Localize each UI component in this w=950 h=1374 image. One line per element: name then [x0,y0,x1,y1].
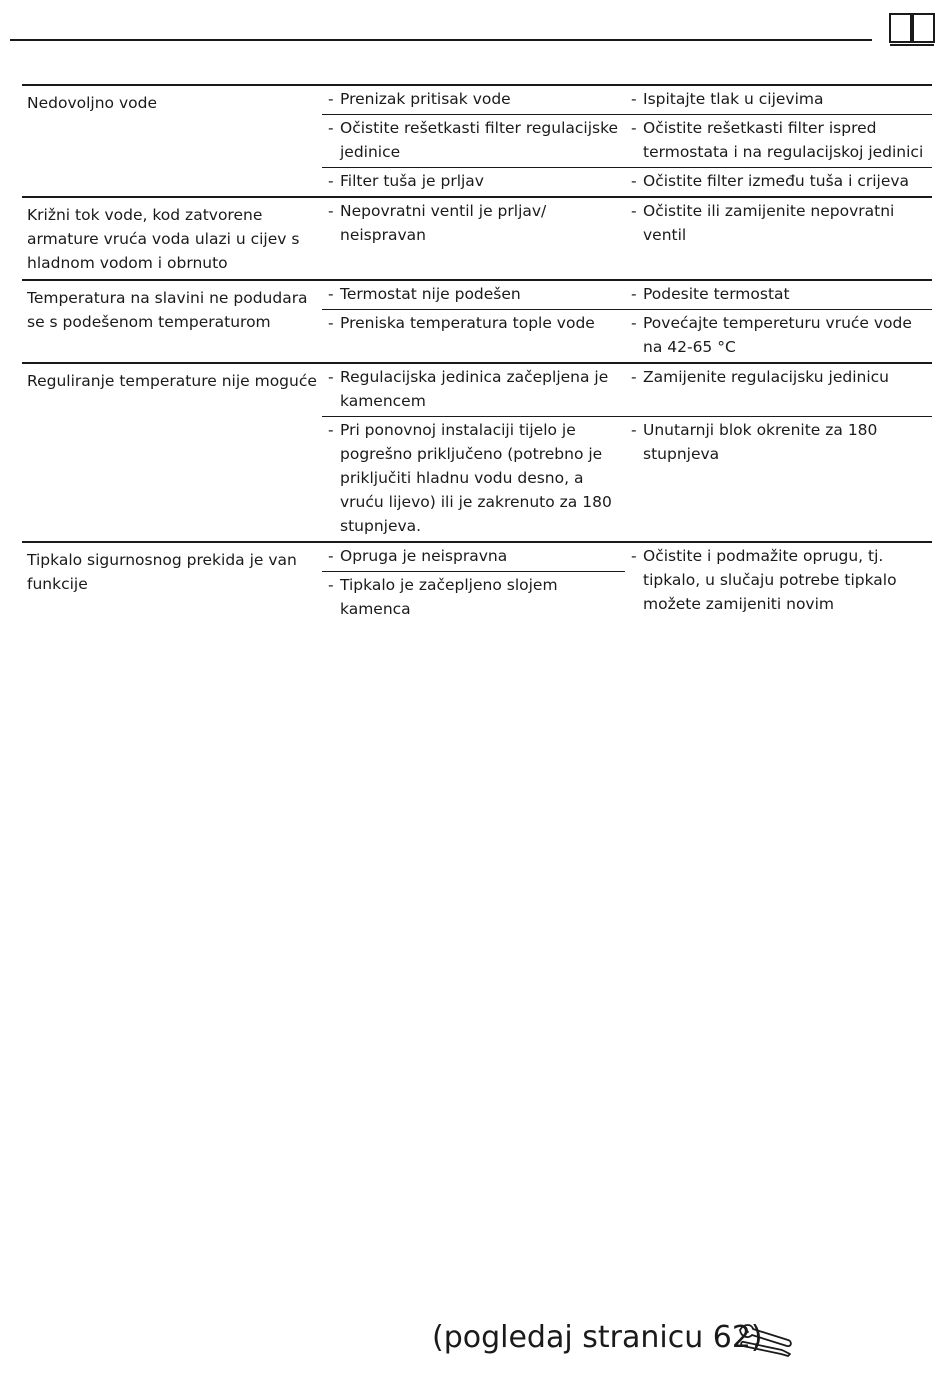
fix-cell: - Zamijenite regulacijsku jedinicu [625,364,932,416]
fix-cell: - Očistite ili zamijenite nepovratni ventil [625,198,932,250]
cause-fix-row [322,309,932,362]
fix-cell: - Povećajte tempereturu vruće vode na 42-65 °C [625,310,932,362]
table-row [22,541,932,624]
cause-cell: - Preniska temperatura tople vode [322,310,625,362]
page-reference: (pogledaj stranicu 62) [432,1320,763,1355]
dash: - [328,547,334,565]
dash: - [631,90,637,108]
dash: - [631,119,637,137]
dash: - [631,202,637,220]
dash: - [631,421,637,439]
dash: - [328,368,334,386]
cause-fix-row [322,416,932,541]
cause-cell: - Očistite rešetkasti filter regulacijske jedinice [322,115,625,167]
dash: - [631,368,637,386]
cause-cell: - Pri ponovnoj instalaciji tijelo je pogrešno priključeno (potrebno je priključiti hladnu vodu desno, a vruću lijevo) ili je zakrenuto za 180 stupnjeva. [322,417,625,541]
problem-cell: Nedovoljno vode [27,94,157,112]
dash: - [328,172,334,190]
cause-cell: - Regulacijska jedinica začepljena je kamencem [322,364,625,416]
dash: - [328,421,334,439]
cause-cell: - Termostat nije podešen [322,281,625,309]
cause-fix-row [322,167,932,196]
cause-cell: - Nepovratni ventil je prljav/ neispravan [322,198,625,250]
table-row [22,196,932,279]
dash: - [328,576,334,594]
table-row [22,279,932,362]
tools-icon [736,1320,794,1358]
problem-cell: Temperatura na slavini ne podudara se s podešenom temperaturom [27,289,308,331]
problem-cell: Reguliranje temperature nije moguće [27,372,317,390]
cause-cell: - Opruga je neispravna [322,543,625,571]
fix-cell: - Očistite filter između tuša i crijeva [625,168,932,196]
dash: - [631,285,637,303]
problem-cell: Tipkalo sigurnosnog prekida je van funkcije [27,551,297,593]
fix-cell: - Očistite rešetkasti filter ispred termostata i na regulacijskoj jedinici [625,115,932,167]
header-rule [10,39,872,41]
fix-cell: - Unutarnji blok okrenite za 180 stupnjeva [625,417,932,541]
fix-cell: - Očistite i podmažite oprugu, tj. tipkalo, u slučaju potrebe tipkalo možete zamijeniti novim [625,543,932,624]
cause-fix-row [322,281,932,309]
fix-cell: - Ispitajte tlak u cijevima [625,86,932,114]
cause-fix-row [322,86,932,114]
fix-cell: - Podesite termostat [625,281,932,309]
table-row [22,84,932,196]
dash: - [328,202,334,220]
dash: - [328,285,334,303]
cause-fix-row [322,198,932,250]
cause-fix-row [322,364,932,416]
dash: - [328,314,334,332]
cause-cell: - Prenizak pritisak vode [322,86,625,114]
cause-fix-row [322,114,932,167]
cause-cell: - Filter tuša je prljav [322,168,625,196]
table-row [22,362,932,541]
cause-cell: - Tipkalo je začepljeno slojem kamenca [322,571,625,624]
book-icon [888,12,936,48]
dash: - [328,119,334,137]
dash: - [631,172,637,190]
problem-cell: Križni tok vode, kod zatvorene armature vruća voda ulazi u cijev s hladnom vodom i obrnuto [27,206,300,272]
troubleshooting-table [22,84,932,624]
dash: - [631,547,637,565]
dash: - [328,90,334,108]
dash: - [631,314,637,332]
